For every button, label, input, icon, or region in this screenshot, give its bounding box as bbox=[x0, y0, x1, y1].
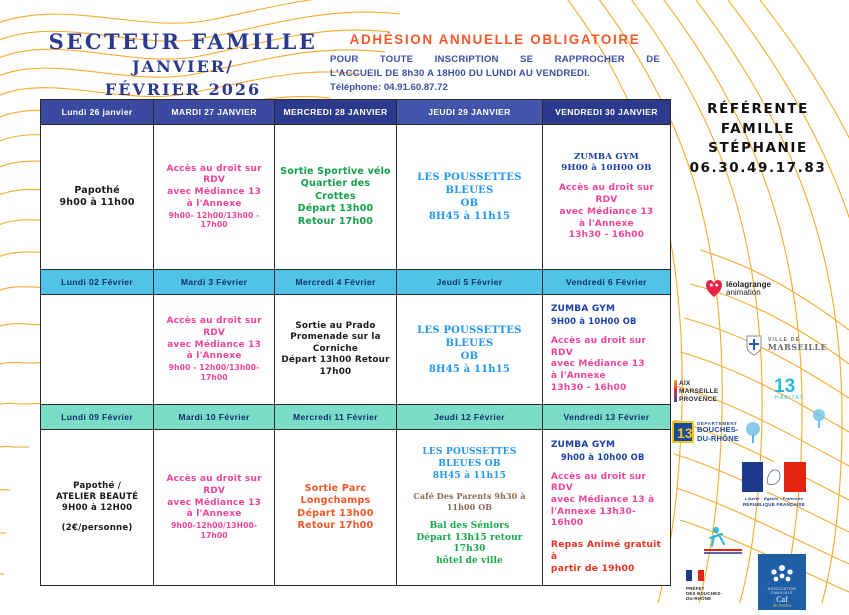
cell-w3-vendredi bbox=[543, 430, 670, 585]
text-line: 9H00 à 10H00 OB bbox=[550, 316, 637, 327]
marianne-flag-icon bbox=[742, 462, 806, 492]
cell-w2-jeudi bbox=[397, 295, 543, 405]
cell-w1-vendredi bbox=[543, 125, 670, 270]
cell-w2-mardi bbox=[154, 295, 275, 405]
bdr-shield-icon bbox=[672, 421, 694, 443]
day-header-lundi-09: Lundi 09 Février bbox=[41, 405, 154, 430]
bdr-line-3: DU-RHÔNE bbox=[697, 433, 740, 443]
week-1-header-row bbox=[41, 100, 670, 125]
text-line: Bal des Séniors bbox=[429, 521, 510, 532]
text-line: 8H45 à 11h15 bbox=[428, 363, 511, 375]
caf-badge-icon bbox=[758, 554, 806, 610]
text-line: avec Médiance 13 bbox=[550, 359, 645, 370]
amp-line-1: AIX bbox=[679, 380, 691, 387]
text-line: 13h30 - 16h00 bbox=[568, 230, 645, 241]
running-figure-icon bbox=[702, 524, 746, 554]
text-line: 8H45 à 11h15 bbox=[428, 211, 511, 222]
notice-phone: Téléphone: 04.91.60.87.72 bbox=[330, 81, 448, 93]
text-line: 9h00- 12h00/13h00 - 17h00 bbox=[168, 210, 260, 230]
text-line: avec Médiance 13 à bbox=[550, 495, 655, 506]
text-line: Sortie Sportive vélo bbox=[280, 166, 391, 178]
text-line: ZUMBA GYM bbox=[573, 152, 639, 163]
day-header-mercredi-11: Mercredi 11 Février bbox=[275, 405, 397, 430]
cell-w1-lundi bbox=[41, 125, 154, 270]
text-line: Longchamps bbox=[300, 495, 371, 507]
text-line: l'Annexe 13h30- 16h00 bbox=[550, 506, 636, 529]
notice-title: ADHÉSION ANNUELLE OBLIGATOIRE bbox=[349, 32, 641, 47]
leo-lagrange-logo bbox=[706, 280, 771, 298]
text-line: hôtel de ville bbox=[436, 556, 503, 567]
svg-text:13: 13 bbox=[677, 425, 693, 441]
title-line-2: JANVIER/ bbox=[132, 57, 234, 77]
svg-text:FAMILIALE: FAMILIALE bbox=[771, 591, 793, 595]
text-line: Sortie au Prado bbox=[295, 320, 376, 331]
caf-bouches-du-rhone-logo bbox=[758, 554, 806, 615]
text-line: Papothé bbox=[74, 184, 120, 196]
bdr-line-1: DÉPARTEMENT bbox=[697, 420, 738, 426]
text-line: Départ 13h00 bbox=[297, 203, 374, 215]
day-header-mardi-27: MARDI 27 JANVIER bbox=[154, 100, 275, 125]
rf-line-1: Liberté · Égalité · Fraternité bbox=[744, 496, 803, 501]
text-line: à l'Annexe bbox=[186, 351, 242, 362]
ville-de-marseille-logo bbox=[744, 334, 827, 356]
day-header-mardi-03: Mardi 3 Février bbox=[154, 270, 275, 295]
text-line: Quartier des bbox=[300, 178, 371, 190]
sport-association-logo bbox=[702, 524, 746, 559]
text-line: à l'Annexe bbox=[186, 509, 242, 520]
cell-w2-mercredi bbox=[275, 295, 397, 405]
amp-line-2: MARSEILLE bbox=[679, 387, 719, 395]
text-line: Accès au droit sur RDV bbox=[166, 474, 262, 496]
text-line: 9H00 à 10H00 OB bbox=[561, 163, 652, 174]
membership-notice bbox=[330, 32, 660, 93]
text-line: Sortie Parc bbox=[304, 482, 367, 494]
text-line: 9h00 à 10h00 OB bbox=[560, 451, 645, 462]
referent-line-3: STÉPHANIE bbox=[708, 140, 808, 157]
title-line-3: FÉVRIER 2026 bbox=[104, 80, 262, 100]
day-header-vendredi-06: Vendredi 6 Février bbox=[543, 270, 670, 295]
bdr-line-2: BOUCHES- bbox=[697, 424, 739, 434]
cell-w1-mardi bbox=[154, 125, 275, 270]
text-line: à l'Annexe bbox=[186, 198, 242, 209]
text-line: Corniche bbox=[312, 343, 359, 354]
aix-marseille-provence-logo bbox=[674, 380, 718, 403]
leo-lagrange-line-1: léolagrange bbox=[726, 279, 771, 289]
text-line: Accès au droit sur RDV bbox=[558, 183, 655, 206]
republique-francaise-logo bbox=[742, 462, 806, 507]
svg-text:HABITAT: HABITAT bbox=[775, 395, 804, 401]
text-line: 9h00 à 11h00 bbox=[59, 197, 135, 208]
text-line: ZUMBA GYM bbox=[550, 440, 616, 451]
13-habitat-logo bbox=[772, 372, 812, 407]
bdr-tree-icon bbox=[742, 420, 764, 444]
text-line: Café Des Parents 9h30 à 11h00 OB bbox=[413, 491, 526, 512]
marseille-crest-icon bbox=[744, 334, 764, 356]
text-line: 8H45 à 11h15 bbox=[432, 470, 507, 481]
text-line: Accès au droit sur RDV bbox=[550, 336, 647, 358]
day-header-mercredi-04: Mercredi 4 Février bbox=[275, 270, 397, 295]
text-line: (2€/personne) bbox=[61, 523, 133, 534]
leo-lagrange-mark-icon bbox=[706, 280, 722, 298]
cell-w1-jeudi bbox=[397, 125, 543, 270]
text-line: OB bbox=[460, 350, 479, 362]
day-header-jeudi-05: Jeudi 5 Février bbox=[397, 270, 543, 295]
text-line: ATELIER BEAUTÉ bbox=[56, 491, 139, 502]
day-header-mercredi-28: MERCREDI 28 JANVIER bbox=[275, 100, 397, 125]
text-line: LES POUSSETTES BLEUES bbox=[417, 172, 522, 196]
week-2-header-row bbox=[41, 270, 670, 295]
text-line: Repas Animé gratuit à bbox=[550, 539, 662, 563]
text-line: avec Médiance 13 bbox=[559, 206, 654, 217]
text-line: 9h00 - 12h00/13h00-17h00 bbox=[168, 363, 260, 382]
text-line: 13h30 - 16h00 bbox=[550, 382, 627, 393]
partner-logos bbox=[672, 272, 849, 608]
schedule-table bbox=[40, 99, 671, 586]
day-header-jeudi-29: JEUDI 29 JANVIER bbox=[397, 100, 543, 125]
family-referent-info bbox=[668, 100, 848, 178]
day-header-lundi-26: Lundi 26 janvier bbox=[41, 100, 154, 125]
text-line: Départ 13h15 retour 17h30 bbox=[416, 532, 523, 555]
page-title bbox=[48, 30, 318, 100]
text-line: Départ 13h00 bbox=[297, 507, 374, 519]
title-line-1: SECTEUR FAMILLE bbox=[48, 29, 318, 54]
text-line: Départ 13h00 Retour bbox=[281, 355, 390, 366]
habitat-mark-icon bbox=[772, 372, 812, 402]
prefet-line-3: DU-RHÔNE bbox=[686, 596, 712, 602]
day-header-vendredi-13: Vendredi 13 Février bbox=[543, 405, 670, 430]
cell-w2-lundi bbox=[41, 295, 154, 405]
text-line: Accès au droit sur RDV bbox=[550, 471, 647, 494]
week-3-content-row bbox=[41, 430, 670, 585]
tree-icon bbox=[806, 406, 832, 432]
notice-line-1: POUR TOUTE INSCRIPTION SE RAPPROCHER DE bbox=[330, 54, 660, 65]
text-line: à l'Annexe bbox=[550, 371, 606, 382]
svg-text:ASSOCIATION: ASSOCIATION bbox=[767, 587, 797, 591]
notice-line-2: L'ACCUEIL DE 8h30 A 18H00 DU LUNDI AU VENDREDI. bbox=[330, 67, 590, 79]
day-header-mardi-10: Mardi 10 Février bbox=[154, 405, 275, 430]
text-line: avec Médiance 13 bbox=[167, 497, 262, 508]
cell-w3-mercredi bbox=[275, 430, 397, 585]
text-line: partir de 19h00 bbox=[550, 563, 635, 574]
text-line: Retour 17h00 bbox=[297, 215, 374, 227]
text-line: 9H00 à 12H00 bbox=[61, 503, 133, 513]
text-line: LES POUSSETTES BLEUES OB bbox=[422, 447, 517, 469]
amp-line-3: PROVENCE bbox=[679, 395, 718, 403]
svg-text:Caf: Caf bbox=[776, 595, 788, 604]
text-line: avec Médiance 13 bbox=[167, 187, 262, 198]
text-line: LES POUSSETTES BLEUES bbox=[417, 324, 522, 349]
text-line: Promenade sur la bbox=[290, 332, 381, 343]
text-line: ZUMBA GYM bbox=[550, 304, 616, 315]
departement-bouches-du-rhone-logo bbox=[672, 420, 764, 444]
cell-w3-lundi bbox=[41, 430, 154, 585]
day-header-lundi-02: Lundi 02 Février bbox=[41, 270, 154, 295]
text-line: Accès au droit sur RDV bbox=[166, 163, 262, 186]
referent-phone: 06.30.49.17.83 bbox=[689, 159, 827, 176]
cell-w2-vendredi bbox=[543, 295, 670, 405]
cell-w3-mardi bbox=[154, 430, 275, 585]
day-header-jeudi-12: Jeudi 12 Février bbox=[397, 405, 543, 430]
day-header-vendredi-30: VENDREDI 30 JANVIER bbox=[543, 100, 670, 125]
text-line: 17h00 bbox=[319, 366, 352, 377]
week-3-header-row bbox=[41, 405, 670, 430]
week-2-content-row bbox=[41, 295, 670, 405]
text-line: Accès au droit sur RDV bbox=[166, 316, 262, 338]
text-line: OB bbox=[460, 198, 479, 209]
referent-line-2: FAMILLE bbox=[720, 120, 796, 137]
ville-line-1: VILLE DE bbox=[768, 336, 801, 343]
french-flag-icon bbox=[686, 570, 704, 581]
svg-text:des bouches: des bouches bbox=[772, 603, 792, 608]
referent-line-1: RÉFÉRENTE bbox=[707, 101, 809, 117]
text-line: Crottes bbox=[315, 190, 356, 202]
text-line: Papothé / bbox=[73, 480, 122, 491]
rf-line-2: RÉPUBLIQUE FRANÇAISE bbox=[742, 501, 806, 507]
cell-w3-jeudi bbox=[397, 430, 543, 585]
ville-line-2: MARSEILLE bbox=[768, 342, 828, 353]
text-line: Retour 17h00 bbox=[297, 519, 374, 531]
prefet-bouches-du-rhone-logo bbox=[686, 568, 722, 601]
week-1-content-row bbox=[41, 125, 670, 270]
green-association-logo bbox=[806, 406, 832, 437]
cell-w1-mercredi bbox=[275, 125, 397, 270]
svg-text:13: 13 bbox=[774, 376, 796, 397]
leo-lagrange-line-2: animation bbox=[726, 288, 761, 297]
text-line: avec Médiance 13 bbox=[167, 339, 262, 350]
prefet-line-1: PRÉFET bbox=[686, 586, 705, 591]
text-line: 9h00-12h00/13H00-17h00 bbox=[171, 521, 258, 540]
prefet-line-2: DES BOUCHES- bbox=[686, 591, 723, 597]
text-line: à l'Annexe bbox=[579, 218, 634, 229]
